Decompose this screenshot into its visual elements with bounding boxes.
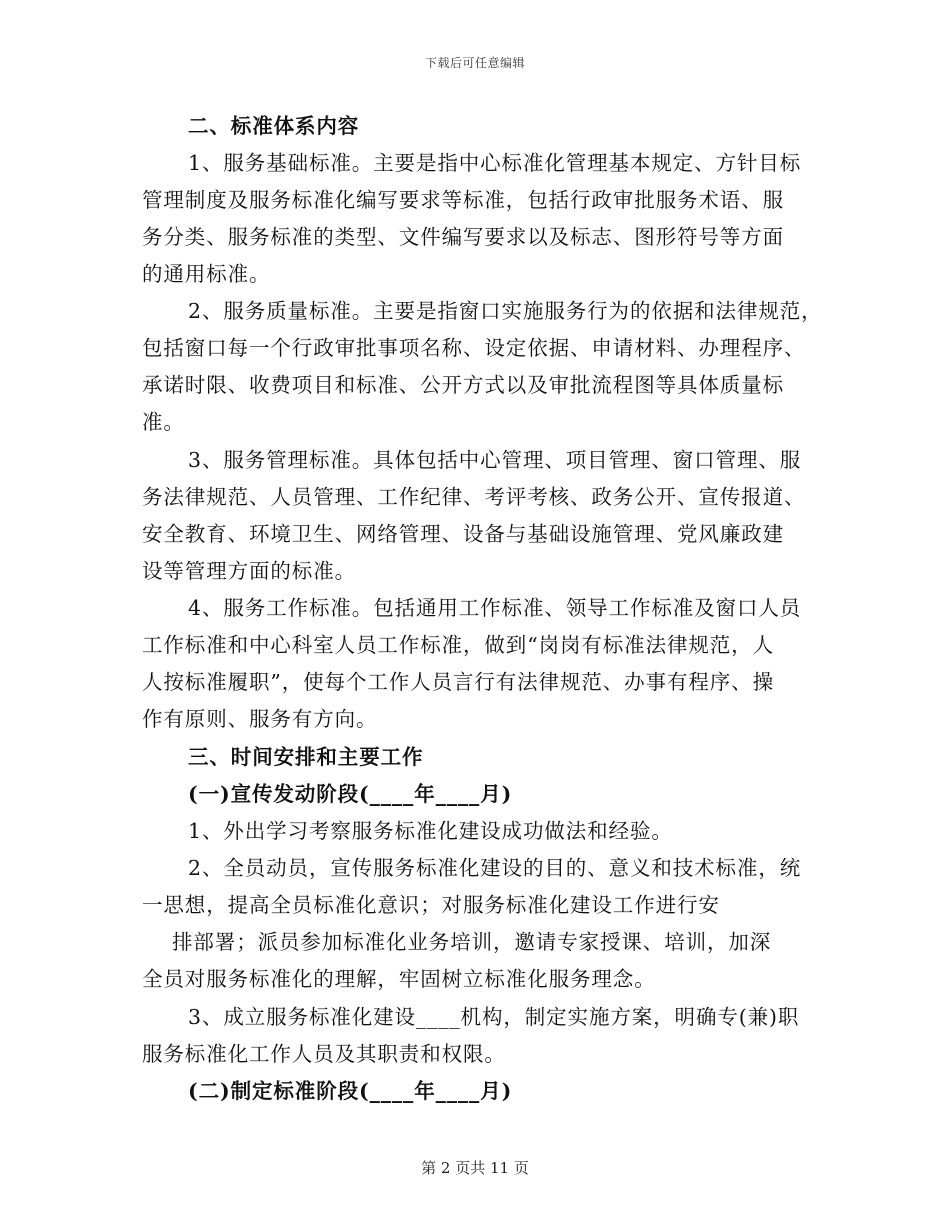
subsection-heading: (一)宣传发动阶段(____年____月): [188, 782, 513, 806]
paragraph-line: 务法律规范、人员管理、工作纪律、考评考核、政务公开、宣传报道、: [142, 485, 806, 509]
page-footer: 第 2 页共 11 页: [421, 1159, 529, 1177]
paragraph-line: 排部署；派员参加标准化业务培训，邀请专家授课、培训，加深: [172, 930, 772, 954]
paragraph-line: 3、服务管理标准。具体包括中心管理、项目管理、窗口管理、服: [188, 448, 802, 472]
subsection-heading: (二)制定标准阶段(____年____月): [188, 1079, 513, 1103]
paragraph-line: 4、服务工作标准。包括通用工作标准、领导工作标准及窗口人员: [188, 596, 802, 620]
paragraph-line: 全员对服务标准化的理解，牢固树立标准化服务理念。: [142, 967, 656, 991]
section-heading: 二、标准体系内容: [188, 114, 360, 138]
paragraph-line: 包括窗口每一个行政审批事项名称、设定依据、申请材料、办理程序、: [142, 336, 806, 360]
paragraph-line: 准。: [142, 410, 185, 434]
paragraph-line: 1、服务基础标准。主要是指中心标准化管理基本规定、方针目标: [188, 151, 802, 175]
paragraph-line: 安全教育、环境卫生、网络管理、设备与基础设施管理、党风廉政建: [142, 522, 784, 546]
paragraph-line: 工作标准和中心科室人员工作标准，做到“岗岗有标准法律规范，人: [142, 633, 774, 657]
paragraph-line: 人按标准履职”，使每个工作人员言行有法律规范、办事有程序、操: [142, 670, 774, 694]
paragraph-line: 3、成立服务标准化建设____机构，制定实施方案，明确专(兼)职: [188, 1005, 800, 1029]
paragraph-line: 2、全员动员，宣传服务标准化建设的目的、意义和技术标准，统: [188, 856, 802, 880]
paragraph-line: 设等管理方面的标准。: [142, 559, 356, 583]
paragraph-line: 一思想，提高全员标准化意识；对服务标准化建设工作进行安: [142, 893, 720, 917]
paragraph-line: 作有原则、服务有方向。: [142, 707, 378, 731]
paragraph-line: 务分类、服务标准的类型、文件编写要求以及标志、图形符号等方面: [142, 225, 784, 249]
paragraph-line: 承诺时限、收费项目和标准、公开方式以及审批流程图等具体质量标: [142, 373, 784, 397]
paragraph-line: 2、服务质量标准。主要是指窗口实施服务行为的依据和法律规范，: [188, 299, 823, 323]
paragraph-line: 的通用标准。: [142, 262, 271, 286]
section-heading: 三、时间安排和主要工作: [188, 745, 424, 769]
paragraph-line: 管理制度及服务标准化编写要求等标准，包括行政审批服务术语、服: [142, 188, 784, 212]
paragraph-line: 服务标准化工作人员及其职责和权限。: [142, 1042, 506, 1066]
paragraph-line: 1、外出学习考察服务标准化建设成功做法和经验。: [188, 819, 673, 843]
page-header: 下载后可任意编辑: [424, 56, 525, 70]
